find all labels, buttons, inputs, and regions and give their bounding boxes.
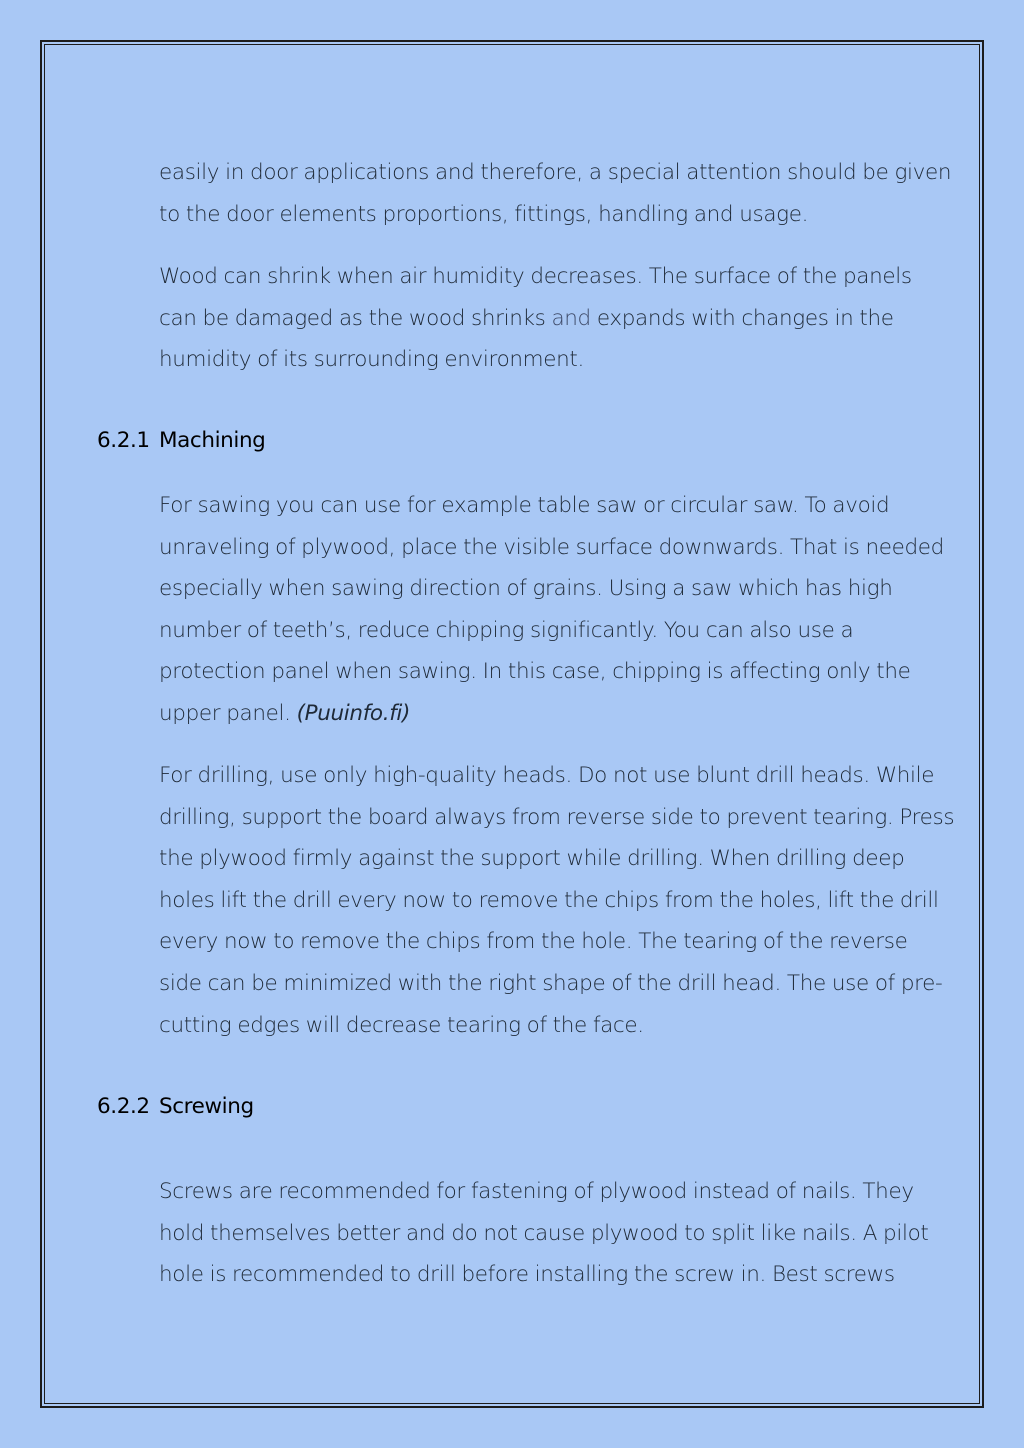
section-number: 6.2.2 [97, 1094, 150, 1119]
text-line: For sawing you can use for example table saw or circular saw. To avoid [159, 493, 890, 518]
text-line: drilling, support the board always from reverse side to prevent tearing. Press [159, 804, 955, 830]
section-heading-screwing [97, 1094, 254, 1119]
text-line: For drilling, use only high-quality heads. Do not use blunt drill heads. While [159, 763, 935, 788]
text-line: unraveling of plywood, place the visible surface downwards. That is needed [159, 534, 944, 560]
text-line: especially when sawing direction of grains. Using a saw which has high [159, 576, 893, 602]
text-line: Screws are recommended for fastening of plywood instead of nails. They [159, 1179, 914, 1204]
text-line: the plywood firmly against the support while drilling. When drilling deep [159, 846, 905, 872]
text-segment-and: and [551, 305, 591, 331]
text-line: hole is recommended to drill before installing the screw in. Best screws [159, 1262, 895, 1288]
section-title: Screwing [159, 1094, 254, 1119]
text-line: number of teeth’s, reduce chipping significantly. You can also use a [159, 617, 854, 643]
text-line: to the door elements proportions, fittings, handling and usage. [159, 201, 809, 227]
section-heading-machining [97, 428, 265, 453]
text-segment: expands with changes in the [590, 305, 894, 331]
text-line: easily in door applications and therefore, a special attention should be given [159, 160, 952, 185]
text-line: holes lift the drill every now to remove the chips from the holes, lift the drill [159, 887, 939, 913]
text-line: humidity of its surrounding environment. [159, 347, 584, 373]
citation: (Puuinfo.fi) [296, 700, 411, 726]
text-line: Wood can shrink when air humidity decreases. The surface of the panels [159, 264, 912, 289]
text-line: protection panel when sawing. In this case, chipping is affecting only the [159, 659, 911, 685]
text-line: hold themselves better and do not cause plywood to split like nails. A pilot [159, 1220, 929, 1246]
paragraph-door-applications [159, 152, 952, 235]
paragraph-sawing [159, 485, 949, 735]
section-number: 6.2.1 [97, 428, 150, 453]
text-line: side can be minimized with the right shape of the drill head. The use of pre- [159, 970, 943, 996]
paragraph-screwing [159, 1171, 949, 1296]
text-segment: can be damaged as the wood shrinks [159, 305, 552, 331]
section-title: Machining [159, 428, 266, 453]
text-line: cutting edges will decrease tearing of the face. [159, 1012, 644, 1038]
text-line [159, 693, 949, 735]
text-line: every now to remove the chips from the hole. The tearing of the reverse [159, 929, 908, 955]
text-line [159, 298, 949, 340]
text-segment: upper panel. [159, 700, 297, 726]
paragraph-wood-shrinking [159, 256, 949, 381]
paragraph-drilling [159, 755, 955, 1046]
